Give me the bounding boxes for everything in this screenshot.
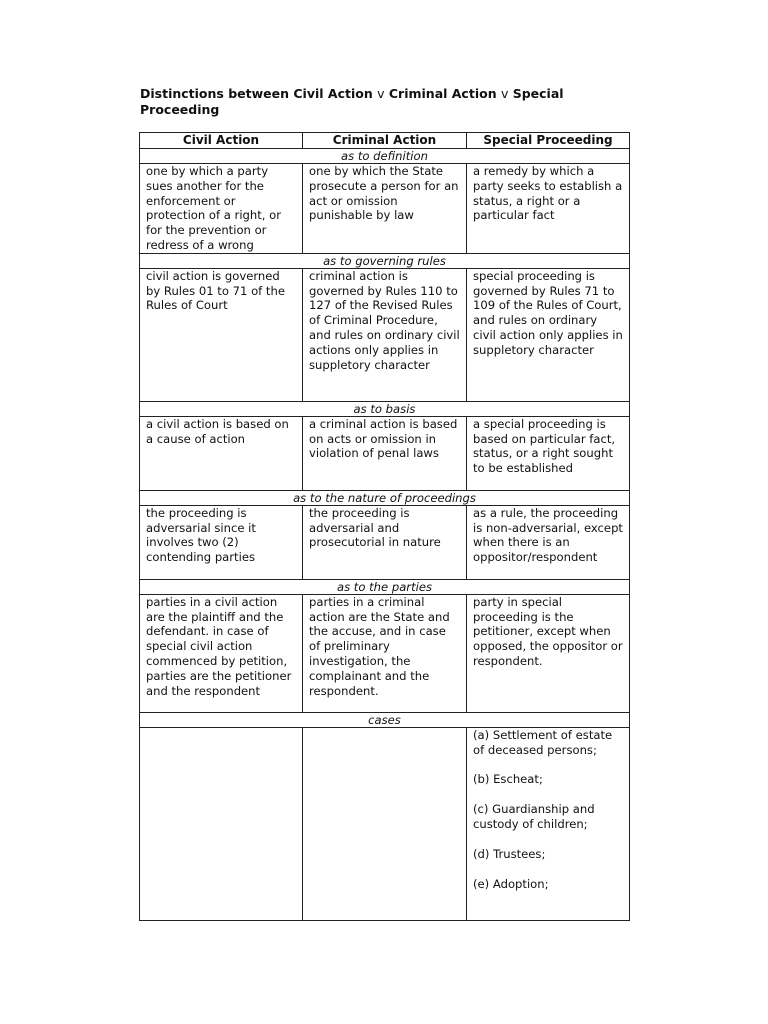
- case-item: (b) Escheat;: [473, 772, 543, 787]
- case-item: (a) Settlement of estate of deceased persons;: [473, 727, 613, 757]
- section-row-basis: [140, 401, 630, 416]
- section-row-parties: [140, 579, 630, 594]
- cell-civil-action: a civil action is based on a cause of action: [140, 416, 303, 490]
- table-row: [140, 727, 630, 920]
- section-label: as to the parties: [140, 579, 630, 594]
- case-item: (d) Trustees;: [473, 846, 546, 861]
- cell-criminal-action: the proceeding is adversarial and prosecutorial in nature: [303, 505, 467, 579]
- cell-special-proceeding-cases: [467, 727, 630, 920]
- cell-civil-action: the proceeding is adversarial since it involves two (2) contending parties: [140, 505, 303, 579]
- document-title: [140, 86, 620, 118]
- section-label: as to basis: [140, 401, 630, 416]
- table-row: [140, 164, 630, 254]
- cell-criminal-action: [303, 727, 467, 920]
- distinctions-table: [139, 132, 630, 921]
- case-item: (e) Adoption;: [473, 876, 549, 891]
- title-criminal-action: Criminal Action: [388, 86, 497, 101]
- cell-special-proceeding: a remedy by which a party seeks to establish a status, a right or a particular fact: [467, 164, 630, 254]
- section-row-cases: [140, 712, 630, 727]
- cell-special-proceeding: party in special proceeding is the petitioner, except when opposed, the oppositor or respondent.: [467, 594, 630, 712]
- table-row: [140, 268, 630, 401]
- cell-special-proceeding: special proceeding is governed by Rules 71 to 109 of the Rules of Court, and rules on ordinary civil action only applies in suppletory character: [467, 268, 630, 401]
- table-row: [140, 416, 630, 490]
- cell-special-proceeding: a special proceeding is based on particular fact, status, or a right sought to be established: [467, 416, 630, 490]
- table-row: [140, 505, 630, 579]
- cell-civil-action: one by which a party sues another for the enforcement or protection of a right, or for the prevention or redress of a wrong: [140, 164, 303, 254]
- column-header-special-proceeding: Special Proceeding: [467, 133, 630, 149]
- cell-criminal-action: a criminal action is based on acts or omission in violation of penal laws: [303, 416, 467, 490]
- cell-civil-action: parties in a civil action are the plaintiff and the defendant. in case of special civil action commenced by petition, parties are the petitioner and the respondent: [140, 594, 303, 712]
- cell-special-proceeding: as a rule, the proceeding is non-adversarial, except when there is an oppositor/respondent: [467, 505, 630, 579]
- table-row: [140, 594, 630, 712]
- column-header-civil-action: Civil Action: [140, 133, 303, 149]
- section-row-definition: [140, 149, 630, 164]
- title-special-proceeding: Special Proceeding: [140, 86, 564, 117]
- cell-civil-action: civil action is governed by Rules 01 to 71 of the Rules of Court: [140, 268, 303, 401]
- case-item: (c) Guardianship and custody of children;: [473, 802, 595, 831]
- title-versus-2: v: [500, 86, 509, 101]
- section-label: cases: [140, 712, 630, 727]
- cell-criminal-action: one by which the State prosecute a person for an act or omission punishable by law: [303, 164, 467, 254]
- section-label: as to governing rules: [140, 253, 630, 268]
- cell-criminal-action: criminal action is governed by Rules 110 to 127 of the Revised Rules of Criminal Procedure, and rules on ordinary civil actions only applies in suppletory character: [303, 268, 467, 401]
- column-header-criminal-action: Criminal Action: [303, 133, 467, 149]
- cell-criminal-action: parties in a criminal action are the State and the accuse, and in case of preliminary investigation, the complainant and the respondent.: [303, 594, 467, 712]
- cell-civil-action: [140, 727, 303, 920]
- section-row-governing-rules: [140, 253, 630, 268]
- section-row-nature-of-proceedings: [140, 490, 630, 505]
- title-civil-action: Distinctions between Civil Action: [140, 86, 373, 101]
- title-versus-1: v: [377, 86, 385, 101]
- section-label: as to the nature of proceedings: [140, 490, 630, 505]
- section-label: as to definition: [140, 149, 630, 164]
- header-row: [140, 133, 630, 149]
